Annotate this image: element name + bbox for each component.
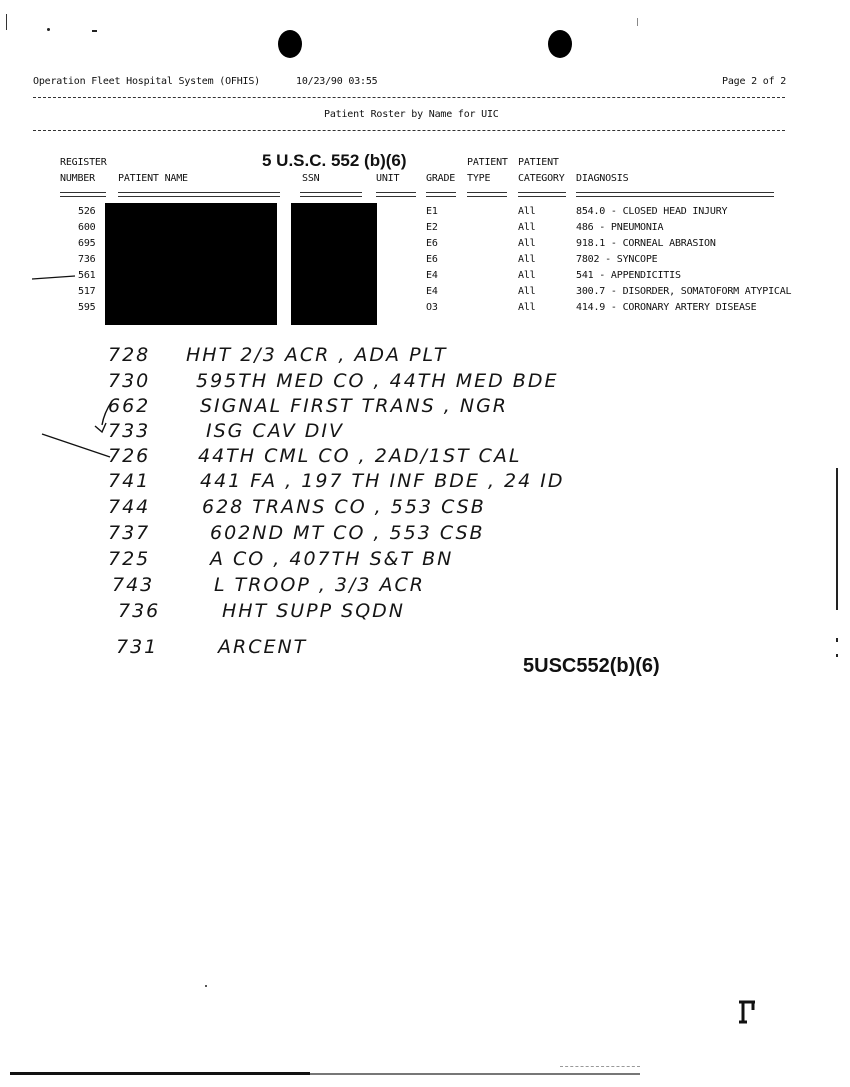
underline-patient-name xyxy=(118,192,280,197)
note-text: 628 TRANS CO , 553 CSB xyxy=(202,496,486,518)
patient-category: All xyxy=(518,286,536,297)
note-text: HHT 2/3 ACR , ADA PLT xyxy=(186,344,448,366)
report-datetime: 10/23/90 03:55 xyxy=(296,76,378,87)
underline-register xyxy=(60,192,106,197)
note-number: 725 xyxy=(108,548,151,570)
note-text: A CO , 407TH S&T BN xyxy=(210,548,454,570)
note-text: SIGNAL FIRST TRANS , NGR xyxy=(200,395,508,417)
scan-speck xyxy=(836,638,838,642)
register-number: 736 xyxy=(78,254,96,265)
patient-category: All xyxy=(518,254,536,265)
pen-mark-row xyxy=(30,270,80,284)
note-number: 744 xyxy=(108,496,151,518)
register-number: 517 xyxy=(78,286,96,297)
patient-category: All xyxy=(518,270,536,281)
scan-speck xyxy=(205,985,207,987)
col-patient-category-line2: CATEGORY xyxy=(518,173,565,184)
underline-ssn xyxy=(300,192,362,197)
report-title: Patient Roster by Name for UIC xyxy=(324,109,499,120)
underline-diagnosis xyxy=(576,192,774,197)
diagnosis: 414.9 - CORONARY ARTERY DISEASE xyxy=(576,302,757,313)
note-number: 728 xyxy=(108,344,151,366)
diagnosis: 300.7 - DISORDER, SOMATOFORM ATYPICAL xyxy=(576,286,792,297)
grade: O3 xyxy=(426,302,438,313)
note-text: 595TH MED CO , 44TH MED BDE xyxy=(196,370,559,392)
register-number: 595 xyxy=(78,302,96,313)
register-number: 526 xyxy=(78,206,96,217)
bottom-scan-line-gray xyxy=(310,1073,640,1075)
col-register-line2: NUMBER xyxy=(60,173,95,184)
title-divider xyxy=(33,130,785,131)
underline-grade xyxy=(426,192,456,197)
system-name: Operation Fleet Hospital System (OFHIS) xyxy=(33,76,260,87)
scan-mark xyxy=(6,14,7,30)
register-number: 695 xyxy=(78,238,96,249)
note-number: 731 xyxy=(116,636,159,658)
grade: E1 xyxy=(426,206,438,217)
col-grade: GRADE xyxy=(426,173,456,184)
col-patient-name: PATIENT NAME xyxy=(118,173,188,184)
patient-category: All xyxy=(518,302,536,313)
grade: E2 xyxy=(426,222,438,233)
scan-edge-line xyxy=(836,468,838,610)
col-patient-type-line1: PATIENT xyxy=(467,157,508,168)
scan-speck xyxy=(637,18,638,26)
note-text: L TROOP , 3/3 ACR xyxy=(214,574,426,596)
diagnosis: 486 - PNEUMONIA xyxy=(576,222,664,233)
note-text: 44TH CML CO , 2AD/1ST CAL xyxy=(198,445,522,467)
note-text: ARCENT xyxy=(218,636,308,658)
patient-category: All xyxy=(518,238,536,249)
note-number: 662 xyxy=(108,395,151,417)
grade: E4 xyxy=(426,270,438,281)
col-patient-type-line2: TYPE xyxy=(467,173,491,184)
scan-speck xyxy=(92,30,97,32)
note-number: 726 xyxy=(108,445,151,467)
note-number: 736 xyxy=(118,600,161,622)
corner-mark-icon xyxy=(735,998,759,1026)
col-diagnosis: DIAGNOSIS xyxy=(576,173,629,184)
col-patient-category-line1: PATIENT xyxy=(518,157,559,168)
note-number: 741 xyxy=(108,470,151,492)
col-ssn: SSN xyxy=(302,173,320,184)
register-number: 561 xyxy=(78,270,96,281)
bottom-scan-line-faint xyxy=(560,1066,640,1067)
note-text: ISG CAV DIV xyxy=(206,420,345,442)
note-number: 733 xyxy=(108,420,151,442)
punch-hole-right xyxy=(548,30,572,58)
redaction-box-patient-name xyxy=(105,203,277,325)
redaction-stamp: 5 U.S.C. 552 (b)(6) xyxy=(262,151,407,170)
grade: E6 xyxy=(426,238,438,249)
scan-speck xyxy=(47,28,50,31)
note-text: 441 FA , 197 TH INF BDE , 24 ID xyxy=(200,470,565,492)
note-number: 743 xyxy=(112,574,155,596)
diagnosis: 7802 - SYNCOPE xyxy=(576,254,658,265)
grade: E4 xyxy=(426,286,438,297)
note-number: 730 xyxy=(108,370,151,392)
col-unit: UNIT xyxy=(376,173,400,184)
diagnosis: 854.0 - CLOSED HEAD INJURY xyxy=(576,206,728,217)
underline-patient-type xyxy=(467,192,507,197)
diagnosis: 541 - APPENDICITIS xyxy=(576,270,681,281)
punch-hole-left xyxy=(278,30,302,58)
redaction-box-ssn xyxy=(291,203,377,325)
note-text: 602ND MT CO , 553 CSB xyxy=(210,522,485,544)
patient-category: All xyxy=(518,222,536,233)
header-divider xyxy=(33,97,785,98)
scan-speck xyxy=(836,654,838,657)
note-text: HHT SUPP SQDN xyxy=(222,600,406,622)
underline-patient-category xyxy=(518,192,566,197)
grade: E6 xyxy=(426,254,438,265)
register-number: 600 xyxy=(78,222,96,233)
patient-category: All xyxy=(518,206,536,217)
note-number: 737 xyxy=(108,522,151,544)
bottom-scan-line xyxy=(10,1072,310,1075)
diagnosis: 918.1 - CORNEAL ABRASION xyxy=(576,238,716,249)
underline-unit xyxy=(376,192,416,197)
col-register-line1: REGISTER xyxy=(60,157,107,168)
redaction-stamp-bottom: 5USC552(b)(6) xyxy=(523,655,660,677)
page-number: Page 2 of 2 xyxy=(722,76,787,87)
